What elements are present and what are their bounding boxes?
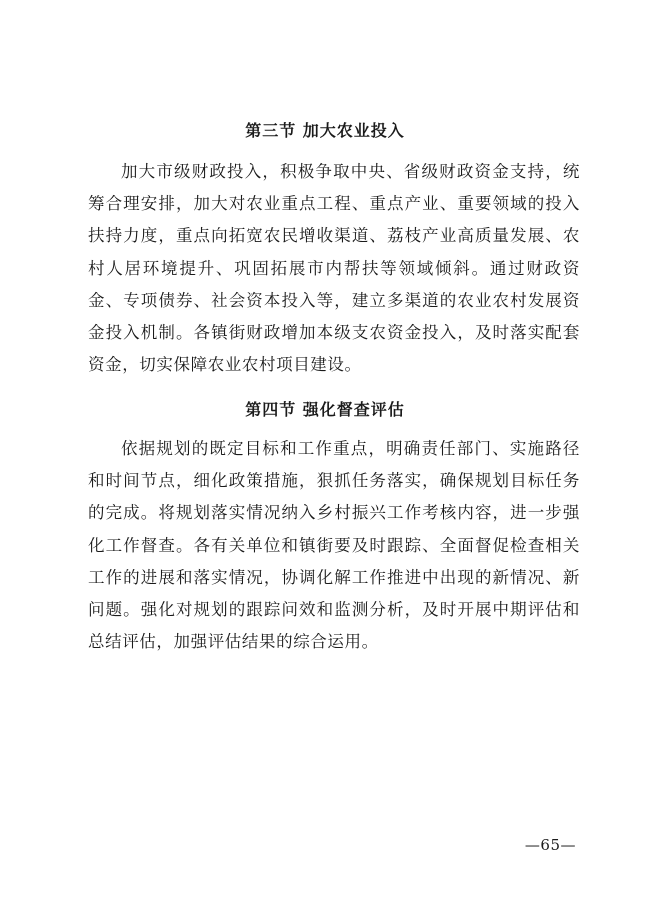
section-4-title: 第四节 强化督查评估: [245, 400, 405, 419]
section-3-paragraph: 加大市级财政投入，积极争取中央、省级财政资金支持，统筹合理安排，加大对农业重点工程、重点产业、重要领域的投入扶持力度，重点向拓宽农民增收渠道、荔枝产业高质量发展、农村人居环境提升、巩固拓展市内帮扶等领域倾斜。通过财政资金、专项债券、社会资本投入等，建立多渠道的农业农村发展资金投入机制。各镇街财政增加本级支农资金投入，及时落实配套资金，切实保障农业农村项目建设。: [88, 162, 580, 375]
section-4-paragraph: 依据规划的既定目标和工作重点，明确责任部门、实施路径和时间节点，细化政策措施，狠抓任务落实，确保规划目标任务的完成。将规划落实情况纳入乡村振兴工作考核内容，进一步强化工作督查。各有关单位和镇街要及时跟踪、全面督促检查相关工作的进展和落实情况，协调化解工作推进中出现的新情况、新问题。强化对规划的跟踪问效和监测分析，及时开展中期评估和总结评估，加强评估结果的综合运用。: [88, 439, 580, 652]
page-number: —65—: [524, 836, 576, 854]
section-3-title: 第三节 加大农业投入: [245, 121, 405, 140]
